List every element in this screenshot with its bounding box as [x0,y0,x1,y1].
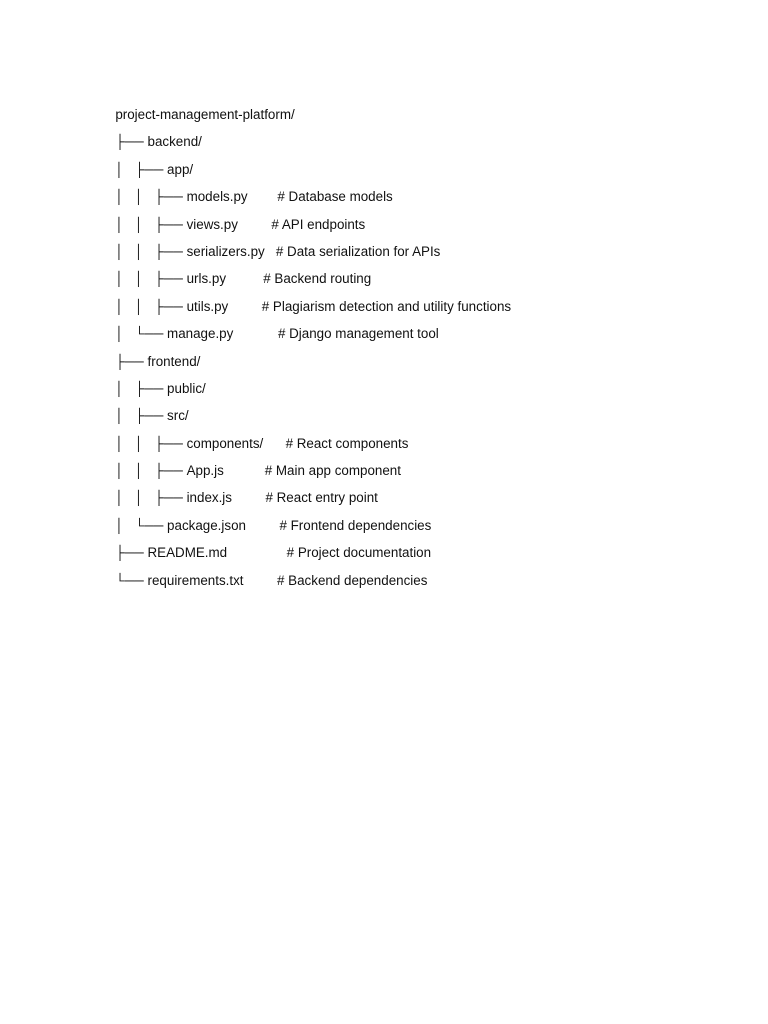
tree-branch-glyph: ├── [115,545,148,561]
tree-branch-glyph: │ ├── [115,380,168,396]
tree-item-comment: # Frontend dependencies [279,517,432,533]
tree-branch-glyph: │ │ ├── [115,463,187,479]
tree-item-name: backend/ [147,134,202,150]
tree-branch-glyph: │ │ ├── [115,435,187,451]
tree-item-name: index.js [186,490,232,506]
tree-comment-gap [228,297,261,316]
tree-item-name: components/ [186,435,264,451]
tree-item-comment: # API endpoints [271,216,366,232]
tree-comment-gap [233,324,278,343]
tree-item-comment: # Database models [277,189,393,205]
tree-comment-gap [227,543,287,562]
root-folder-name: project-management-platform/ [115,107,295,122]
tree-item-name: utils.py [186,298,229,314]
tree-comment-gap [238,215,271,234]
tree-branch-glyph: │ │ ├── [115,189,187,205]
tree-comment-gap [265,242,276,261]
tree-branch-glyph: │ │ ├── [115,243,187,259]
tree-item-name: README.md [147,545,228,561]
tree-root [93,86,733,122]
tree-branch-glyph: ├── [115,134,148,150]
tree-line [93,415,733,451]
tree-comment-gap [248,187,278,206]
tree-item-comment: # Backend routing [263,271,372,287]
tree-item-comment: # Django management tool [277,326,439,342]
tree-item-name: urls.py [186,271,227,287]
tree-item-comment: # Data serialization for APIs [275,243,441,259]
tree-item-comment: # Backend dependencies [277,572,428,588]
tree-item-comment: # Main app component [264,463,401,479]
tree-comment-gap [246,516,279,535]
tree-branch-glyph: │ │ ├── [115,298,187,314]
tree-item-comment: # React components [285,435,409,451]
tree-comment-gap [232,488,265,507]
tree-item-name: manage.py [167,326,234,342]
tree-branch-glyph: │ ├── [115,161,168,177]
tree-comment-gap [224,461,265,480]
tree-branch-glyph: │ └── [115,517,168,533]
tree-item-comment: # Project documentation [286,545,432,561]
tree-branch-glyph: └── [115,572,148,588]
tree-item-name: views.py [186,216,238,232]
tree-item-name: requirements.txt [147,572,244,588]
tree-item-comment: # React entry point [265,490,378,506]
tree-item-name: src/ [167,408,189,424]
tree-item-name: public/ [167,380,206,396]
tree-comment-gap [226,269,263,288]
tree-item-name: App.js [186,463,224,479]
tree-branch-glyph: │ │ ├── [115,490,187,506]
tree-branch-glyph: │ │ ├── [115,271,187,287]
tree-item-name: serializers.py [186,243,265,259]
tree-branch-glyph: ├── [115,353,148,369]
tree-item-comment: # Plagiarism detection and utility functions [261,298,512,314]
tree-branch-glyph: │ │ ├── [115,216,187,232]
tree-item-name: frontend/ [147,353,201,369]
tree-comment-gap [263,434,285,453]
tree-item-name: package.json [167,517,246,533]
tree-branch-glyph: │ └── [115,326,168,342]
tree-branch-glyph: │ ├── [115,408,168,424]
tree-comment-gap [244,571,277,590]
tree-item-name: models.py [186,189,248,205]
directory-tree [93,86,733,588]
tree-item-name: app/ [167,161,194,177]
